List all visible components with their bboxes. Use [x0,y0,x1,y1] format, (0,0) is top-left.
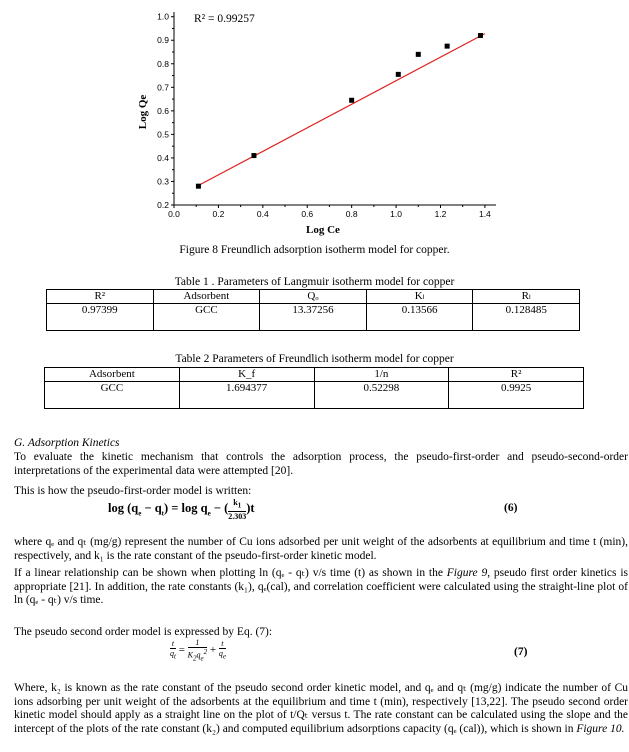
table-header-cell: 1/n [314,368,449,382]
table-cell: 13.37256 [260,304,367,331]
data-point [445,44,450,49]
table-row [45,382,584,409]
table-header-cell: Adsorbent [45,368,180,382]
table-cell: 0.13566 [366,304,473,331]
paragraph-first-order-definitions: where qₑ and qₜ (mg/g) represent the number of Cu ions adsorbed per unit weight of the adsorbents at equilibrium and time t (min), respectively, and k₁ is the rate constant of the pseudo-first-order kinetic model. [14,536,628,562]
table-2 [44,367,584,409]
data-point [416,52,421,57]
paragraph-text: Where, k₂ is known as the rate constant of the pseudo second order kinetic model, and qₑ and qₜ (mg/g) indicate the number of Cu ions adsorbing per unit weight of the adsorbents at the equilibrium and time t (min), respectively [13,22]. The pseudo second order kinetic model should apply as a straight line on the plot of t/Qₜ versus t. The rate constant can be calculated using the slope and the intercept of the plots of the rate constant (k₂) and computed equilibrium adsorptions capacity (qₑ (cal)), which is shown in [14,682,628,735]
table-header-cell: R² [449,368,584,382]
x-tick-label: 1.0 [390,209,402,219]
table-cell: 0.52298 [314,382,449,409]
table-header-cell: Qₒ [260,290,367,304]
table-header-cell: K_f [179,368,314,382]
y-tick-label: 1.0 [157,11,169,22]
table-cell: 1.694377 [179,382,314,409]
table-cell: 0.97399 [47,304,154,331]
table-cell: GCC [153,304,260,331]
data-point [478,33,483,38]
table-cell: 0.9925 [449,382,584,409]
freundlich-chart [120,0,500,240]
paragraph-first-order-linear [14,567,628,608]
table-header-cell: Rₗ [473,290,580,304]
table-header-cell: R² [47,290,154,304]
data-point [396,72,401,77]
section-heading: G. Adsorption Kinetics [14,437,120,449]
table-header-row [45,368,584,382]
x-tick-label: 1.4 [478,209,491,219]
y-tick-label: 0.6 [157,105,169,116]
y-tick-label: 0.8 [157,58,169,69]
equation-7-number: (7) [514,646,528,658]
data-point [349,98,354,103]
paragraph-text: , pseudo first order kinetics is appropriate [21]. In addition, the rate constants (k₁), qₑ(cal), and correlation coefficient were calculated using the straight-line plot of ln (qₑ - qₜ) v/s time. [14,567,628,607]
data-point [251,153,256,158]
y-tick-label: 0.9 [157,35,169,46]
x-tick-label: 0.6 [301,209,314,219]
table-row [47,304,580,331]
x-tick-label: 0.0 [168,209,180,219]
y-axis-label: Log Qe [137,94,149,130]
y-tick-label: 0.2 [157,200,169,210]
y-tick-label: 0.5 [157,129,169,140]
table-cell: 0.128485 [473,304,580,331]
table-header-row [47,290,580,304]
x-tick-label: 0.2 [212,209,225,219]
paragraph-second-order-intro: The pseudo second order model is expressed by Eq. (7): [14,626,273,638]
table-1 [46,289,580,331]
x-tick-label: 0.4 [256,209,269,219]
table-header-cell: Kₗ [366,290,473,304]
x-axis-label: Log Ce [306,224,340,236]
fit-line-group [196,34,485,187]
fit-line [196,34,485,187]
chart-axes [157,12,496,219]
figure-8-caption: Figure 8 Freundlich adsorption isotherm model for copper. [179,244,450,256]
y-tick-label: 0.4 [157,152,169,163]
paragraph-text: If a linear relationship can be shown when plotting ln (qₑ - qₜ) v/s time (t) as shown in the [14,567,447,579]
paragraph-first-order-intro: This is how the pseudo-first-order model is written: [14,485,252,497]
y-tick-label: 0.3 [157,176,169,187]
data-point [196,184,201,189]
equation-7: $\frac{t}{q_t}$ = $\frac{1}{K_2q_e^2}$ + $\frac{t}{q_e}$ [170,638,226,663]
y-tick-label: 0.7 [157,82,169,93]
table-cell: GCC [45,382,180,409]
figure-10-reference[interactable]: Figure 10. [576,722,625,735]
table-header-cell: Adsorbent [153,290,260,304]
table-1-caption: Table 1 . Parameters of Langmuir isotherm model for copper [174,276,455,288]
figure-9-reference[interactable]: Figure 9 [446,567,488,579]
r2-annotation: R² = 0.99257 [194,13,255,25]
table-2-caption: Table 2 Parameters of Freundlich isotherm model for copper [175,353,454,365]
equation-6: $\log (q_e - q_t) = \log q_e$ − ( $\frac{k_1}{2.303}$ )t [108,498,255,521]
equation-6-number: (6) [504,502,518,514]
x-tick-label: 0.8 [345,209,358,219]
paragraph-second-order [14,682,628,736]
x-tick-label: 1.2 [434,209,447,219]
paragraph-intro: To evaluate the kinetic mechanism that controls the adsorption process, the pseudo-first-order and pseudo-second-order interpretations of the experimental data were attempted [20]. [14,451,628,477]
